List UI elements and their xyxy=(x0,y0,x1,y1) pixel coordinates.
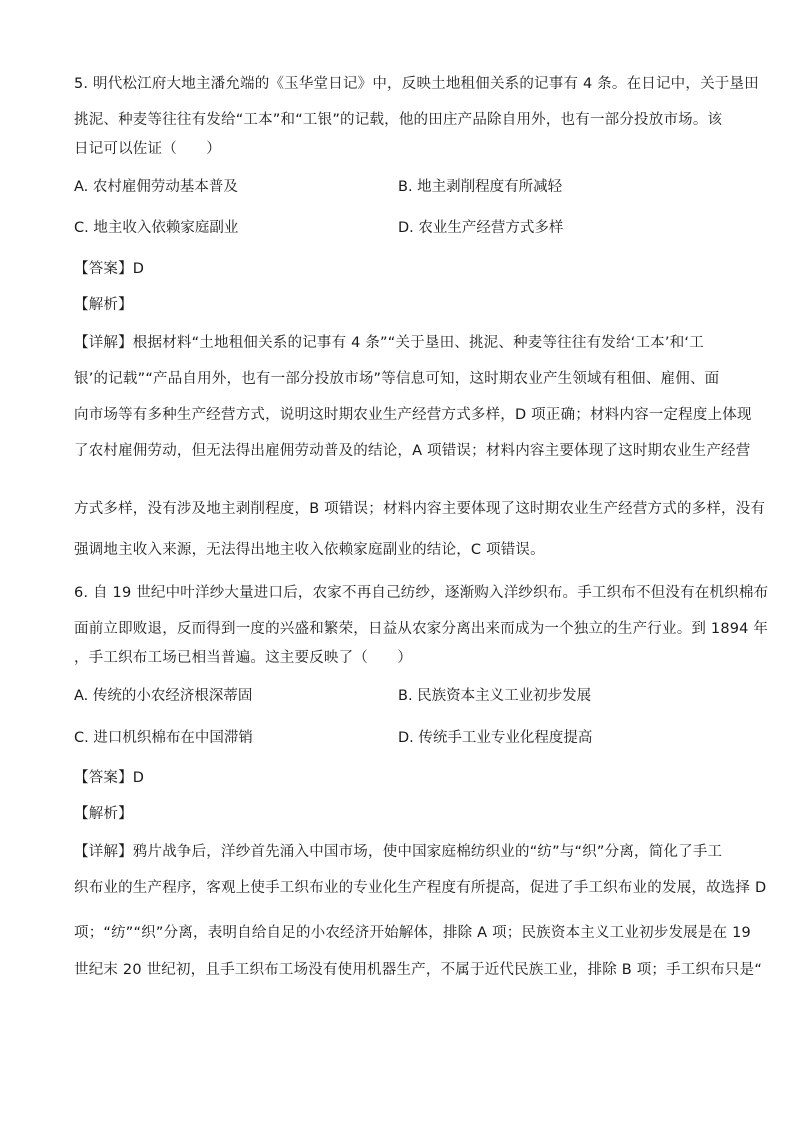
q6-detail-line-2: 织布业的生产程序，客观上使手工织布业的专业化生产程度有所提高，促进了手工织布业的发展，故选择 D xyxy=(74,880,767,896)
q5-option-b: B. 地主剥削程度有所减轻 xyxy=(398,179,563,195)
q6-option-b: B. 民族资本主义工业初步发展 xyxy=(398,688,592,704)
q5-option-d: D. 农业生产经营方式多样 xyxy=(398,220,564,236)
q6-stem-line-2: 面前立即败退，反而得到一度的兴盛和繁荣，日益从农家分离出来而成为一个独立的生产行业。到 1894 年 xyxy=(74,621,769,637)
q5-detail-line-5: 方式多样，没有涉及地主剥削程度，B 项错误；材料内容主要体现了这时期农业生产经营方式的多样，没有 xyxy=(74,501,766,517)
q5-detail-line-3: 向市场等有多种生产经营方式，说明这时期农业生产经营方式多样，D 项正确；材料内容一定程度上体现 xyxy=(74,407,752,423)
q6-detail-line-3: 项；“纺”“织”分离，表明自给自足的小农经济开始解体，排除 A 项；民族资本主义工业初步发展是在 19 xyxy=(74,925,751,941)
q5-detail-line-1: 【详解】根据材料“土地租佃关系的记事有 4 条”“关于垦田、挑泥、种麦等往往有发给‘工本’和‘工 xyxy=(74,335,704,351)
q5-detail-line-2: 银’的记载”“产品自用外，也有一部分投放市场”等信息可知，这时期农业产生领域有租佃、雇佣、面 xyxy=(74,371,720,387)
q6-detail-line-4: 世纪末 20 世纪初，且手工织布工场没有使用机器生产，不属于近代民族工业，排除 B 项；手工织布只是“ xyxy=(74,962,763,978)
q6-detail-line-1: 【详解】鸦片战争后，洋纱首先涌入中国市场，使中国家庭棉纺织业的“纺”与“织”分离，简化了手工 xyxy=(74,844,723,860)
q6-stem-line-3: ，手工织布工场已相当普遍。这主要反映了（ ） xyxy=(74,650,413,666)
q5-detail-line-4: 了农村雇佣劳动，但无法得出雇佣劳动普及的结论，A 项错误；材料内容主要体现了这时期农业生产经营 xyxy=(74,443,751,459)
q6-answer: 【答案】D xyxy=(74,770,145,786)
q6-option-a: A. 传统的小农经济根深蒂固 xyxy=(74,688,253,704)
q5-stem-line-1: 5. 明代松江府大地主潘允端的《玉华堂日记》中，反映土地租佃关系的记事有 4 条。在日记中，关于垦田 xyxy=(74,76,759,92)
q6-analysis-title: 【解析】 xyxy=(74,806,133,822)
q5-answer: 【答案】D xyxy=(74,261,145,277)
q6-option-d: D. 传统手工业专业化程度提高 xyxy=(398,730,593,746)
q5-analysis-title: 【解析】 xyxy=(74,297,133,313)
q6-stem-line-1: 6. 自 19 世纪中叶洋纱大量进口后，农家不再自己纺纱，逐渐购入洋纱织布。手工织布不但没有在机织棉布 xyxy=(74,585,769,601)
q5-stem-line-2: 挑泥、种麦等往往有发给“工本”和“工银”的记载，他的田庄产品除自用外，也有一部分投放市场。该 xyxy=(74,112,723,128)
q5-option-a: A. 农村雇佣劳动基本普及 xyxy=(74,179,238,195)
q5-option-c: C. 地主收入依赖家庭副业 xyxy=(74,220,239,236)
q5-detail-line-6: 强调地主收入来源，无法得出地主收入依赖家庭副业的结论，C 项错误。 xyxy=(74,542,545,558)
q6-option-c: C. 进口机织棉布在中国滞销 xyxy=(74,730,253,746)
q5-stem-line-3: 日记可以佐证（ ） xyxy=(74,141,221,157)
